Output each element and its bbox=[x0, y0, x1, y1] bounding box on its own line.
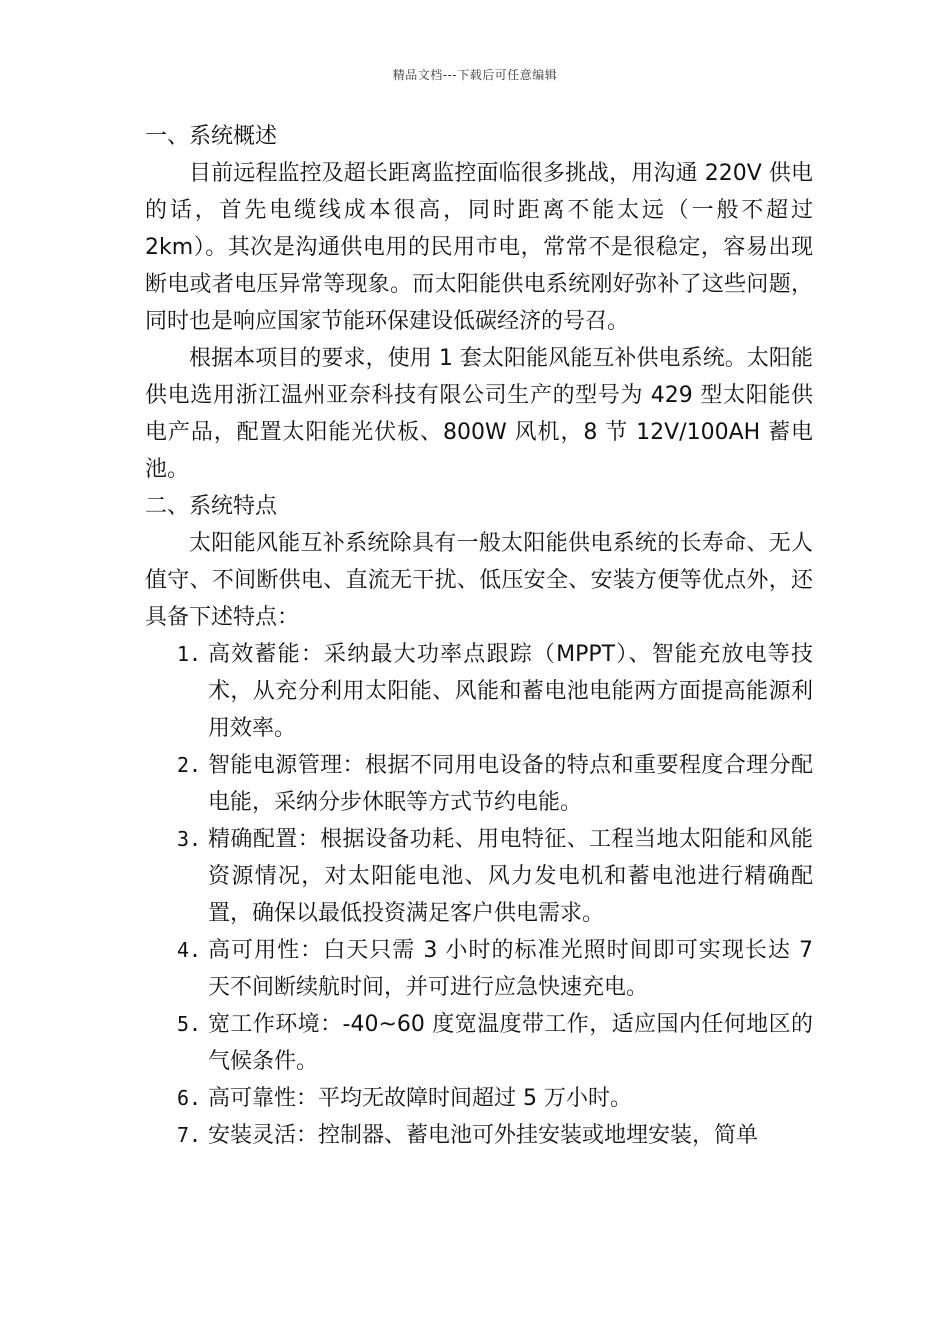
paragraph-features-intro: 太阳能风能互补系统除具有一般太阳能供电系统的长寿命、无人值守、不间断供电、直流无干扰、低压安全、安装方便等优点外，还具备下述特点： bbox=[145, 531, 813, 630]
list-item bbox=[177, 1006, 813, 1080]
list-item-number: 1. bbox=[177, 642, 202, 666]
list-item bbox=[177, 932, 813, 1006]
list-item-text: 智能电源管理：根据不同用电设备的特点和重要程度合理分配电能，采纳分步休眠等方式节约电能。 bbox=[208, 753, 813, 815]
list-item-text: 宽工作环境：-40~60 度宽温度带工作，适应国内任何地区的气候条件。 bbox=[208, 1012, 813, 1074]
page-header: 精品文档---下载后可任意编辑 bbox=[392, 68, 558, 82]
list-item-number: 5. bbox=[177, 1012, 202, 1036]
list-item bbox=[177, 1080, 813, 1117]
feature-list bbox=[145, 636, 813, 1154]
section-heading-overview: 一、系统概述 bbox=[145, 124, 278, 149]
list-item bbox=[177, 821, 813, 932]
paragraph-overview-2: 根据本项目的要求，使用 1 套太阳能风能互补供电系统。太阳能供电选用浙江温州亚奈科技有限公司生产的型号为 429 型太阳能供电产品，配置太阳能光伏板、800W 风机，8 节 12V/100AH 蓄电池。 bbox=[145, 346, 813, 482]
list-item-number: 6. bbox=[177, 1086, 202, 1110]
list-item-number: 3. bbox=[177, 827, 202, 851]
list-item-text: 高可用性：白天只需 3 小时的标准光照时间即可实现长达 7 天不间断续航时间，并可进行应急快速充电。 bbox=[208, 938, 813, 1000]
list-item-number: 2. bbox=[177, 753, 202, 777]
document-body bbox=[145, 118, 813, 1154]
list-item bbox=[177, 1117, 813, 1154]
section-heading-features: 二、系统特点 bbox=[145, 494, 278, 519]
list-item-text: 高效蓄能：采纳最大功率点跟踪（MPPT）、智能充放电等技术，从充分利用太阳能、风能和蓄电池电能两方面提高能源利用效率。 bbox=[208, 642, 813, 741]
list-item-number: 7. bbox=[177, 1123, 202, 1147]
list-item-text: 安装灵活：控制器、蓄电池可外挂安装或地埋安装，简单 bbox=[208, 1123, 759, 1148]
list-item-text: 精确配置：根据设备功耗、用电特征、工程当地太阳能和风能资源情况，对太阳能电池、风力发电机和蓄电池进行精确配置，确保以最低投资满足客户供电需求。 bbox=[208, 827, 813, 926]
list-item-text: 高可靠性：平均无故障时间超过 5 万小时。 bbox=[208, 1086, 632, 1111]
list-item bbox=[177, 636, 813, 747]
list-item-number: 4. bbox=[177, 938, 202, 962]
paragraph-overview-1: 目前远程监控及超长距离监控面临很多挑战，用沟通 220V 供电的话，首先电缆线成本很高，同时距离不能太远（一般不超过 2km）。其次是沟通供电用的民用市电，常常不是很稳定，容易出现断电或者电压异常等现象。而太阳能供电系统刚好弥补了这些问题，同时也是响应国家节能环保建设低碳经济的号召。 bbox=[145, 161, 813, 334]
list-item bbox=[177, 747, 813, 821]
